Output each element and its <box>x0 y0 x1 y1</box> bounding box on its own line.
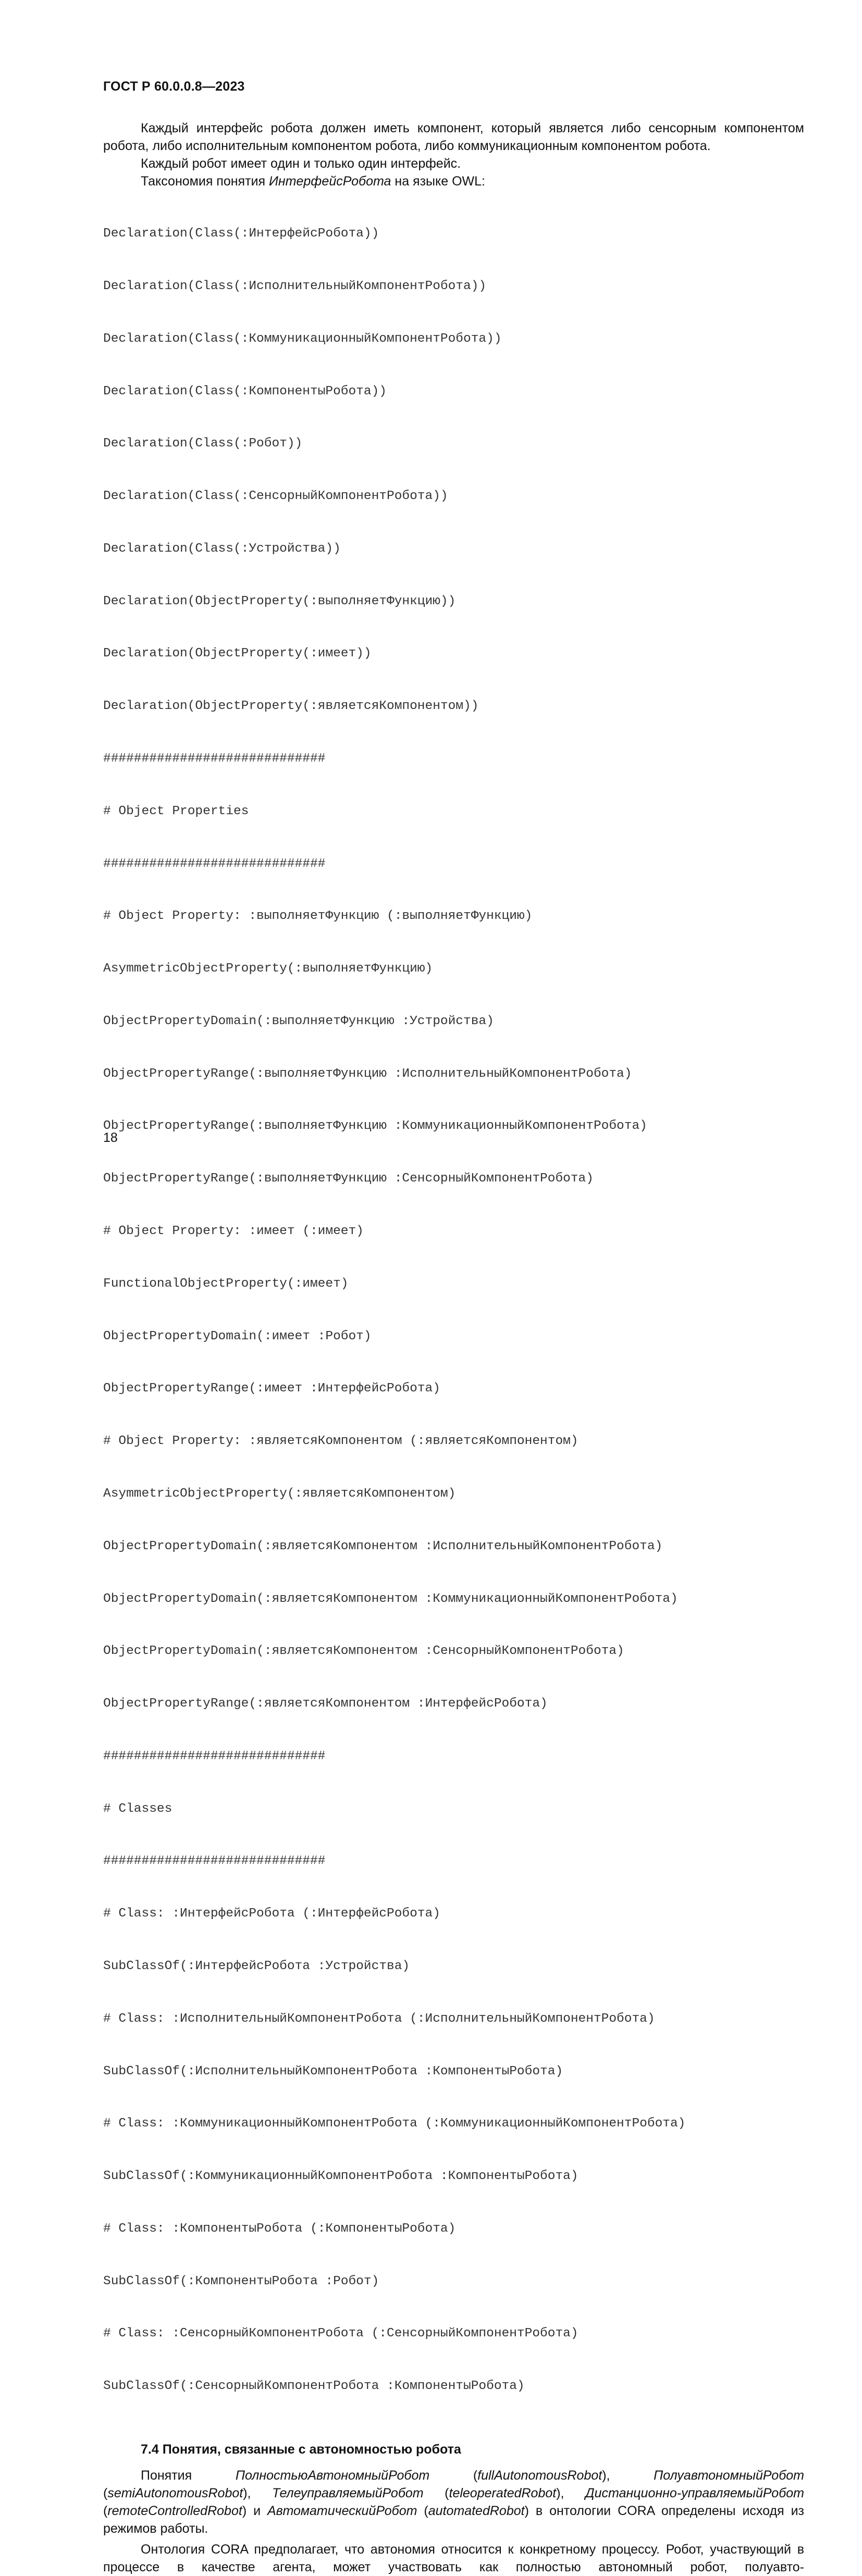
code-line: Declaration(ObjectProperty(:выполняетФункцию)) <box>103 594 456 608</box>
code-line: SubClassOf(:КомпонентыРобота :Робот) <box>103 2274 379 2288</box>
text-run: ), <box>556 2486 586 2500</box>
term-teleoperated-ru: ТелеуправляемыйРобот <box>272 2486 424 2500</box>
code-line: Declaration(Class(:Устройства)) <box>103 541 341 556</box>
code-line: # Object Property: :имеет (:имеет) <box>103 1224 364 1239</box>
term-semi-autonomous-ru: ПолуавтономныйРобот <box>654 2468 804 2483</box>
text-run: ), <box>243 2486 273 2500</box>
text-run: ( <box>103 2486 108 2500</box>
code-line: AsymmetricObjectProperty(:выполняетФункцию) <box>103 962 433 976</box>
paragraph-cora-autonomy: Онтология CORA предполагает, что автономия относится к конкретному процессу. Робот, участвующий в процессе в качестве агента, может участвовать как полностью автономный робот, полуавто- <box>103 2542 804 2574</box>
code-line: # Class: :ИсполнительныйКомпонентРобота (:ИсполнительныйКомпонентРобота) <box>103 2011 655 2026</box>
code-line: ObjectPropertyDomain(:являетсяКомпонентом :ИсполнительныйКомпонентРобота) <box>103 1539 663 1553</box>
text-run: Понятия <box>141 2468 236 2483</box>
code-line: # Class: :СенсорныйКомпонентРобота (:СенсорныйКомпонентРобота) <box>103 2326 578 2341</box>
code-line: Declaration(ObjectProperty(:имеет)) <box>103 646 372 661</box>
code-line: # Class: :КомпонентыРобота (:КомпонентыРобота) <box>103 2221 456 2236</box>
document-header: ГОСТ Р 60.0.0.8—2023 <box>103 79 245 94</box>
code-line: Declaration(Class(:СенсорныйКомпонентРобота)) <box>103 489 448 504</box>
text-run: ( <box>423 2486 449 2500</box>
code-line: Declaration(ObjectProperty(:являетсяКомпонентом)) <box>103 699 479 714</box>
text-run: ), <box>602 2468 654 2483</box>
code-line: # Class: :КоммуникационныйКомпонентРобота (:КоммуникационныйКомпонентРобота) <box>103 2117 686 2131</box>
paragraph-one-interface: Каждый робот имеет один и только один интерфейс. <box>141 156 461 171</box>
code-line: SubClassOf(:КоммуникационныйКомпонентРобота :КомпонентыРобота) <box>103 2169 578 2184</box>
code-line: Declaration(Class(:КоммуникационныйКомпонентРобота)) <box>103 331 502 346</box>
code-line: # Object Properties <box>103 804 249 818</box>
taxonomy-text-after: на языке OWL: <box>391 174 485 189</box>
code-line: ############################# <box>103 1854 326 1869</box>
code-line: ObjectPropertyDomain(:являетсяКомпонентом :КоммуникационныйКомпонентРобота) <box>103 1591 678 1606</box>
code-line: Declaration(Class(:КомпонентыРобота)) <box>103 384 387 399</box>
code-line: SubClassOf(:ИсполнительныйКомпонентРобота :КомпонентыРобота) <box>103 2064 563 2079</box>
term-remote-controlled-ru: Дистанционно-управляемыйРобот <box>585 2486 804 2500</box>
code-line: AsymmetricObjectProperty(:являетсяКомпонентом) <box>103 1486 456 1501</box>
term-full-autonomous-en: fullAutonomousRobot <box>477 2468 602 2483</box>
code-line: ############################# <box>103 1749 326 1763</box>
paragraph-interface-components: Каждый интерфейс робота должен иметь компонент, который является либо сенсорным компонентом робота, либо исполнительным компонентом робота, либо коммуникационным компонентом робота. <box>103 121 804 153</box>
code-line: SubClassOf(:ИнтерфейсРобота :Устройства) <box>103 1959 410 1973</box>
term-remote-controlled-en: remoteControlledRobot <box>107 2504 242 2518</box>
code-line: FunctionalObjectProperty(:имеет) <box>103 1276 349 1291</box>
code-line: ObjectPropertyRange(:выполняетФункцию :СенсорныйКомпонентРобота) <box>103 1172 594 1186</box>
paragraph-taxonomy-intro <box>103 172 804 190</box>
text-run: ) в онтологии CORA определены исходя из режимов работы. <box>103 2504 804 2536</box>
code-line: ObjectPropertyRange(:являетсяКомпонентом :ИнтерфейсРобота) <box>103 1697 548 1711</box>
text-run: ( <box>417 2504 428 2518</box>
text-run: ( <box>103 2504 108 2518</box>
code-line: Declaration(Class(:ИсполнительныйКомпонентРобота)) <box>103 279 487 293</box>
code-line: ############################# <box>103 856 326 871</box>
code-line: ObjectPropertyRange(:имеет :ИнтерфейсРобота) <box>103 1382 440 1396</box>
text-run: ( <box>429 2468 478 2483</box>
code-line: ObjectPropertyDomain(:являетсяКомпонентом :СенсорныйКомпонентРобота) <box>103 1644 624 1659</box>
term-automated-en: automatedRobot <box>428 2504 525 2518</box>
code-line: ObjectPropertyDomain(:имеет :Робот) <box>103 1329 372 1343</box>
page-number: 18 <box>103 1130 118 1145</box>
code-line: # Class: :ИнтерфейсРобота (:ИнтерфейсРобота) <box>103 1907 440 1921</box>
taxonomy-term: ИнтерфейсРобота <box>268 174 391 189</box>
code-line: ############################# <box>103 752 326 766</box>
code-line: SubClassOf(:СенсорныйКомпонентРобота :КомпонентыРобота) <box>103 2379 525 2394</box>
code-line: ObjectPropertyRange(:выполняетФункцию :КоммуникационныйКомпонентРобота) <box>103 1119 647 1134</box>
text-run: ) и <box>242 2504 267 2518</box>
code-line: Declaration(Class(:ИнтерфейсРобота)) <box>103 227 379 241</box>
code-line: ObjectPropertyRange(:выполняетФункцию :ИсполнительныйКомпонентРобота) <box>103 1066 632 1081</box>
code-line: # Object Property: :выполняетФункцию (:выполняетФункцию) <box>103 909 533 924</box>
taxonomy-text-before: Таксономия понятия <box>141 174 269 189</box>
code-line: Declaration(Class(:Робот)) <box>103 437 303 451</box>
term-full-autonomous-ru: ПолностьюАвтономныйРобот <box>235 2468 430 2483</box>
code-line: ObjectPropertyDomain(:выполняетФункцию :Устройства) <box>103 1014 494 1028</box>
term-teleoperated-en: teleoperatedRobot <box>449 2486 557 2500</box>
term-automated-ru: АвтоматическийРобот <box>267 2504 417 2518</box>
code-line: # Object Property: :являетсяКомпонентом (:являетсяКомпонентом) <box>103 1434 578 1449</box>
term-semi-autonomous-en: semiAutonomousRobot <box>107 2486 243 2500</box>
paragraph-autonomy-concepts <box>103 2467 804 2537</box>
section-title: 7.4 Понятия, связанные с автономностью робота <box>141 2442 461 2457</box>
page-content <box>103 119 804 2576</box>
code-line: # Classes <box>103 1801 173 1816</box>
owl-code-block <box>103 190 804 2430</box>
